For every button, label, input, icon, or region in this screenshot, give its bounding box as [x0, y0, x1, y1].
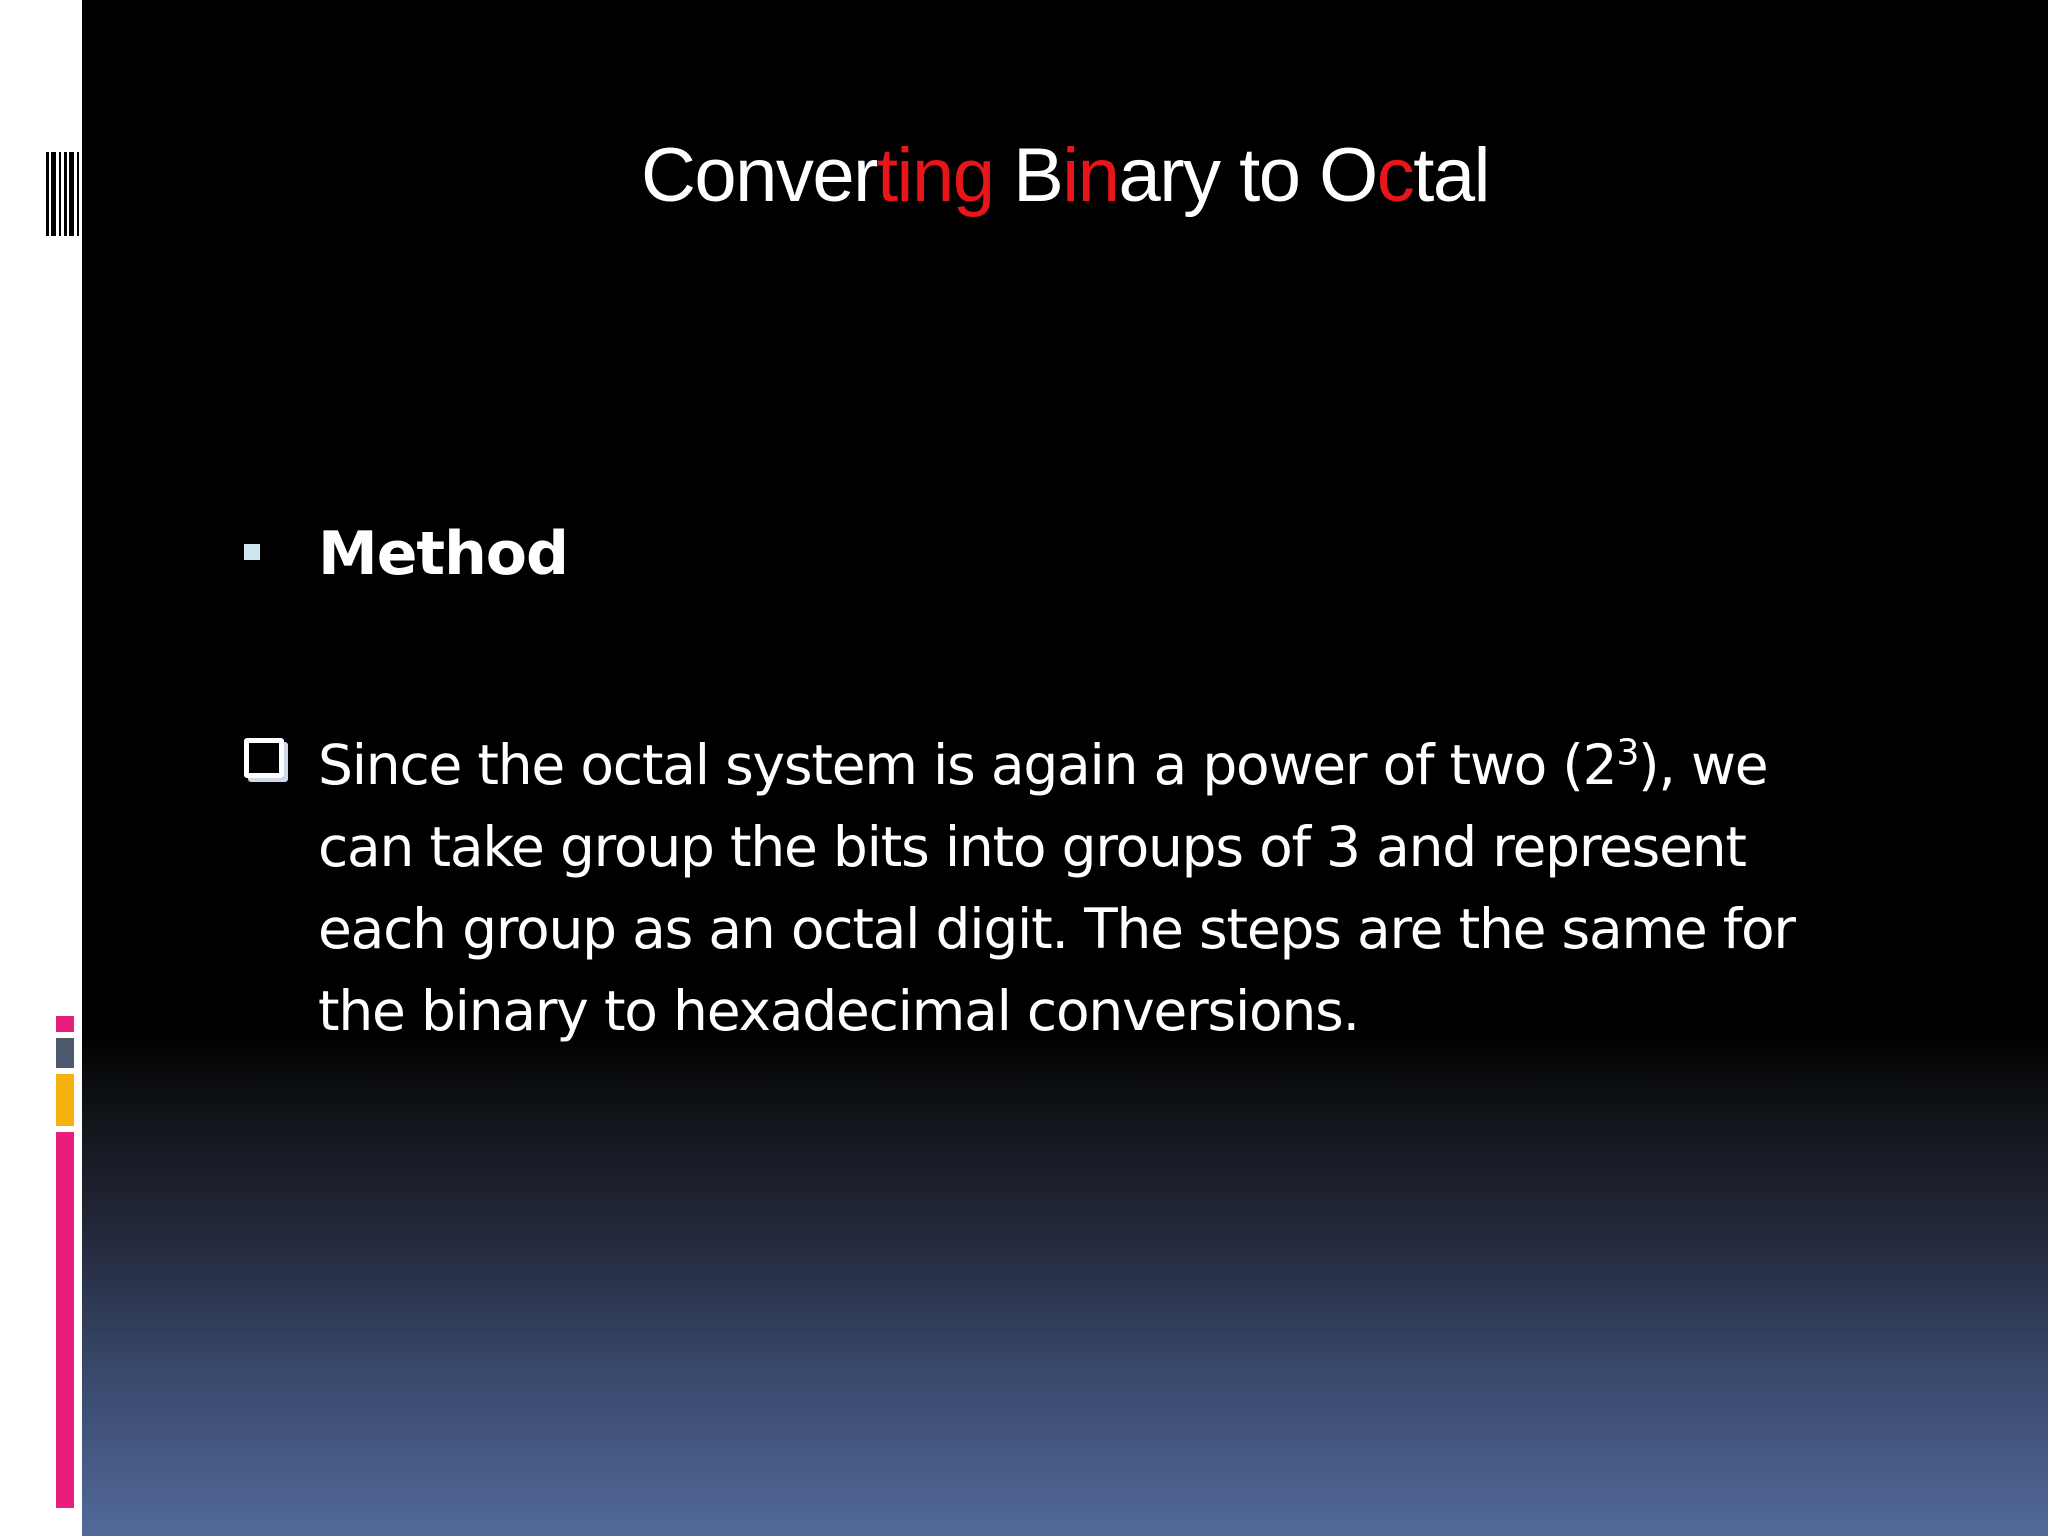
title-part: ary to O	[1118, 133, 1377, 218]
slide-title	[82, 128, 2048, 224]
title-part: tal	[1413, 133, 1490, 218]
explanation-text	[318, 724, 1928, 1052]
title-part-red: in	[1062, 133, 1119, 218]
accent-bar-gold	[56, 1074, 74, 1126]
barcode-decoration	[46, 152, 82, 236]
title-part: B	[993, 133, 1063, 218]
accent-bar-pink-top	[56, 1016, 74, 1032]
title-part-red: ting	[876, 133, 994, 218]
title-part-red: c	[1376, 133, 1414, 218]
checkbox-bullet-icon	[244, 738, 284, 778]
accent-bar-gray	[56, 1038, 74, 1068]
explanation-line1-after: ), we	[1638, 733, 1768, 797]
method-heading: Method	[318, 519, 568, 589]
title-part: Conver	[640, 133, 877, 218]
exponent: 3	[1616, 732, 1639, 774]
accent-bar-pink-long	[56, 1132, 74, 1508]
explanation-line1-before: Since the octal system is again a power of two (2	[318, 733, 1617, 797]
explanation-rest: can take group the bits into groups of 3 and represent each group as an octal digit. The steps are the same for the binary to hexadecimal conversions.	[318, 815, 1795, 1043]
square-bullet-icon	[244, 544, 260, 560]
